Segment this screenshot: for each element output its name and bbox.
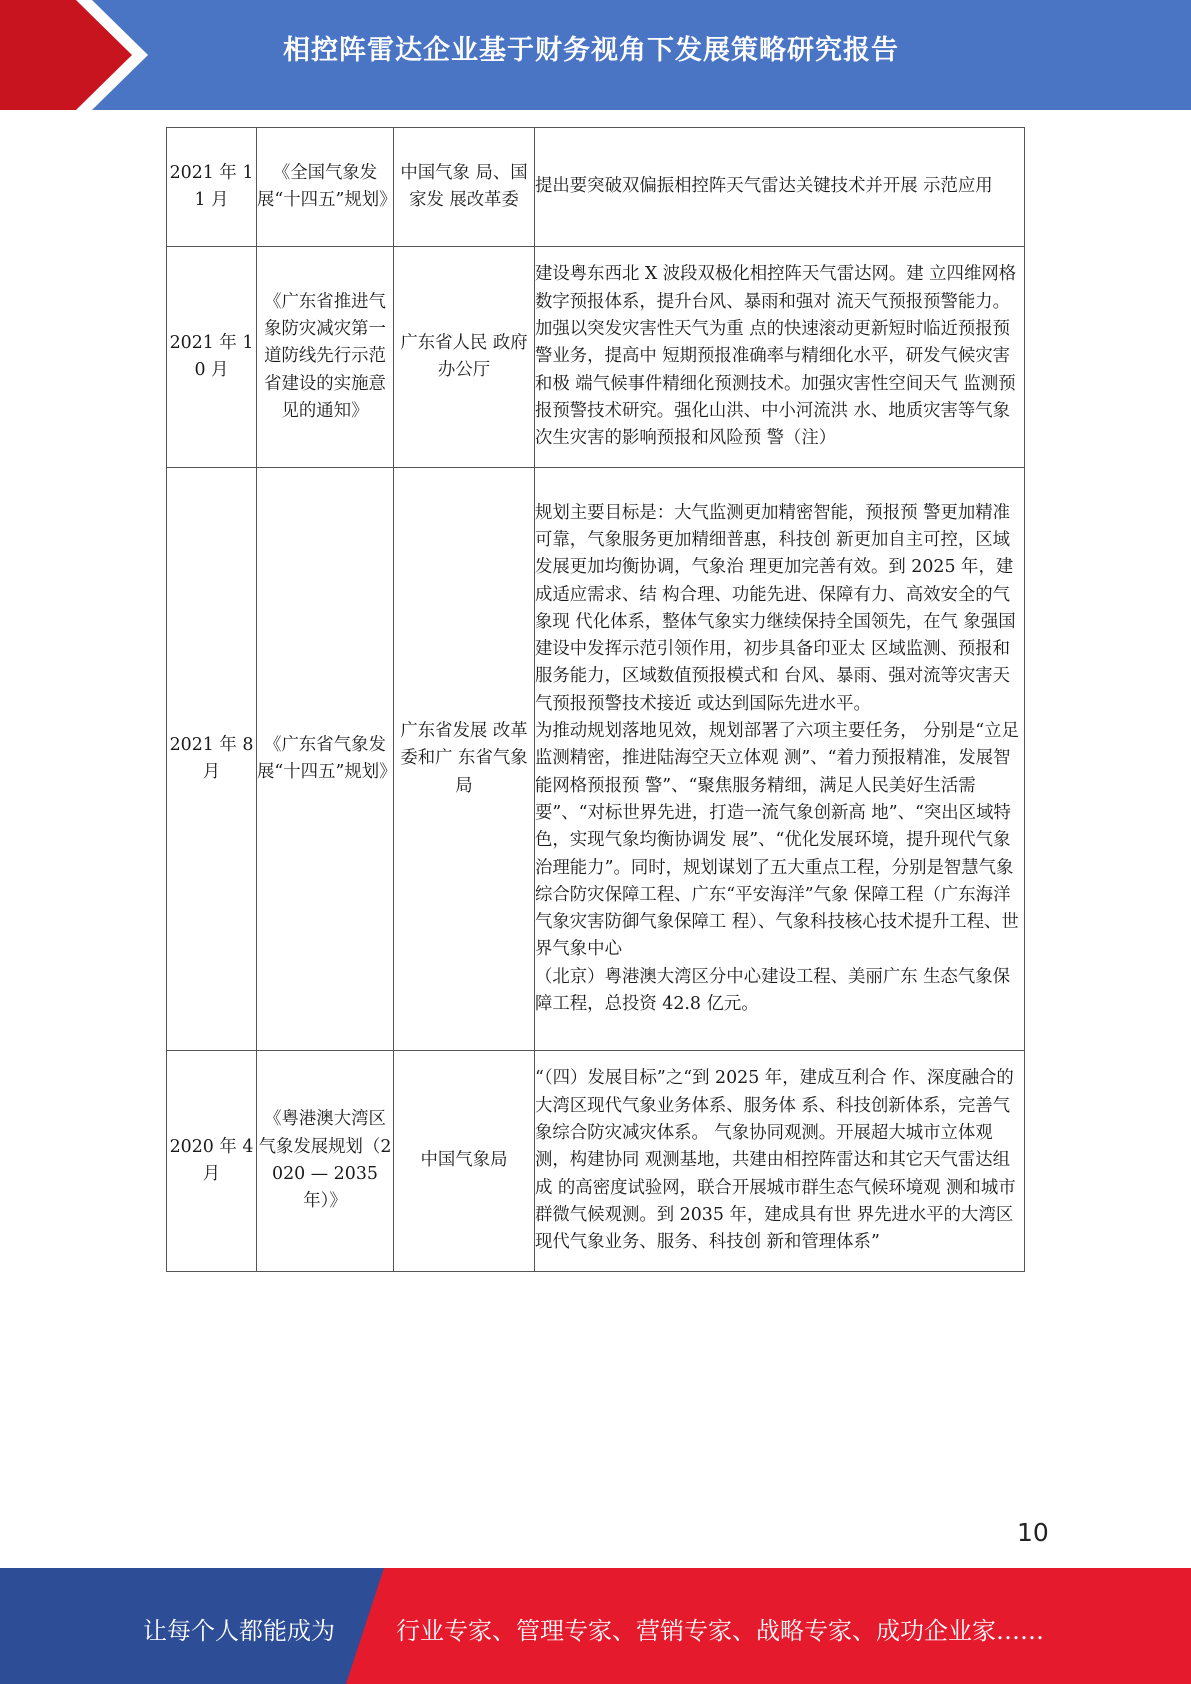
issuing-org-cell: 中国气象局 bbox=[394, 1051, 535, 1272]
header-arrow-decoration bbox=[0, 0, 160, 110]
table-row bbox=[167, 128, 1025, 247]
page-header bbox=[0, 0, 1191, 110]
report-title: 相控阵雷达企业基于财务视角下发展策略研究报告 bbox=[283, 35, 899, 66]
description-paragraph: 规划主要目标是：大气监测更加精密智能，预报预 警更加精准可靠，气象服务更加精细普惠，科技创 新更加自主可控，区域发展更加均衡协调，气象治 理更加完善有效。到 2025 年，建成适应需求、结 构合理、功能先进、保障有力、高效安全的气象现 代化体系，整体气象实力继续保持全国领先，在气 象强国建设中发挥示范引领作用，初步具备印亚太 区域监测、预报和服务能力，区域数值预报模式和 台风、暴雨、强对流等灾害天气预报预警技术接近 或达到国际先进水平。 bbox=[535, 502, 1016, 714]
description-paragraph: “（四）发展目标”之“到 2025 年，建成互利合 作、深度融合的大湾区现代气象业务体系、服务体 系、科技创新体系，完善气象综合防灾减灾体系。 气象协同观测。开展超大城市立体观测，构建协同 观测基地，共建由相控阵雷达和其它天气雷达组成 的高密度试验网，联合开展城市群生态气候环境观 测和城市群微气候观测。到 2035 年，建成具有世 界先进水平的大湾区现代气象业务、服务、科技创 新和管理体系” bbox=[535, 1068, 1016, 1253]
issuing-org-cell: 广东省发展 改革委和广 东省气象局 bbox=[394, 468, 535, 1051]
policy-table bbox=[166, 127, 1025, 1272]
page-footer bbox=[0, 1568, 1191, 1684]
description-cell bbox=[535, 128, 1025, 247]
policy-name-cell: 《广东省推进气象防灾减灾第一道防线先行示范省建设的实施意见的通知》 bbox=[257, 247, 394, 468]
footer-slogan-right: 行业专家、管理专家、营销专家、战略专家、成功企业家…… bbox=[396, 1617, 1044, 1645]
page-number: 10 bbox=[1017, 1518, 1049, 1547]
issuing-org-cell: 广东省人民 政府办公厅 bbox=[394, 247, 535, 468]
description-cell bbox=[535, 468, 1025, 1051]
table-row bbox=[167, 468, 1025, 1051]
policy-name-cell: 《全国气象发展“十四五”规划》 bbox=[257, 128, 394, 247]
description-cell bbox=[535, 1051, 1025, 1272]
date-cell: 2020 年 4 月 bbox=[167, 1051, 257, 1272]
date-cell: 2021 年 8 月 bbox=[167, 468, 257, 1051]
date-cell: 2021 年 11 月 bbox=[167, 128, 257, 247]
date-cell: 2021 年 10 月 bbox=[167, 247, 257, 468]
table-row bbox=[167, 1051, 1025, 1272]
description-paragraph: 为推动规划落地见效，规划部署了六项主要任务， 分别是“立足监测精密，推进陆海空天立体观 测”、“着力预报精准，发展智能网格预报预 警”、“聚焦服务精细，满足人民美好生活需 要”、“对标世界先进，打造一流气象创新高 地”、“突出区域特色，实现气象均衡协调发 展”、“优化发展环境，提升现代气象治理能力”。同时，规划谋划了五大重点工程，分别是智慧气象综合防灾保障工程、广东“平安海洋”气象 保障工程（广东海洋气象灾害防御气象保障工 程）、气象科技核心技术提升工程、世界气象中心 bbox=[535, 721, 1019, 960]
footer-slogan-left: 让每个人都能成为 bbox=[143, 1617, 335, 1645]
description-paragraph: 提出要突破双偏振相控阵天气雷达关键技术并开展 示范应用 bbox=[535, 176, 993, 197]
description-paragraph: （北京）粤港澳大湾区分中心建设工程、美丽广东 生态气象保障工程，总投资 42.8 亿元。 bbox=[535, 966, 1011, 1015]
policy-name-cell: 《粤港澳大湾区气象发展规划（2020 — 2035 年）》 bbox=[257, 1051, 394, 1272]
issuing-org-cell: 中国气象 局、国家发 展改革委 bbox=[394, 128, 535, 247]
policy-name-cell: 《广东省气象发展“十四五”规划》 bbox=[257, 468, 394, 1051]
description-paragraph: 建设粤东西北 X 波段双极化相控阵天气雷达网。建 立四维网格数字预报体系，提升台风、暴雨和强对 流天气预报预警能力。加强以突发灾害性天气为重 点的快速滚动更新短时临近预报预警业务，提高中 短期预报准确率与精细化水平，研发气候灾害和极 端气候事件精细化预测技术。加强灾害性空间天气 监测预报预警技术研究。强化山洪、中小河流洪 水、地质灾害等气象次生灾害的影响预报和风险预 警（注） bbox=[535, 264, 1017, 449]
description-cell bbox=[535, 247, 1025, 468]
table-row bbox=[167, 247, 1025, 468]
